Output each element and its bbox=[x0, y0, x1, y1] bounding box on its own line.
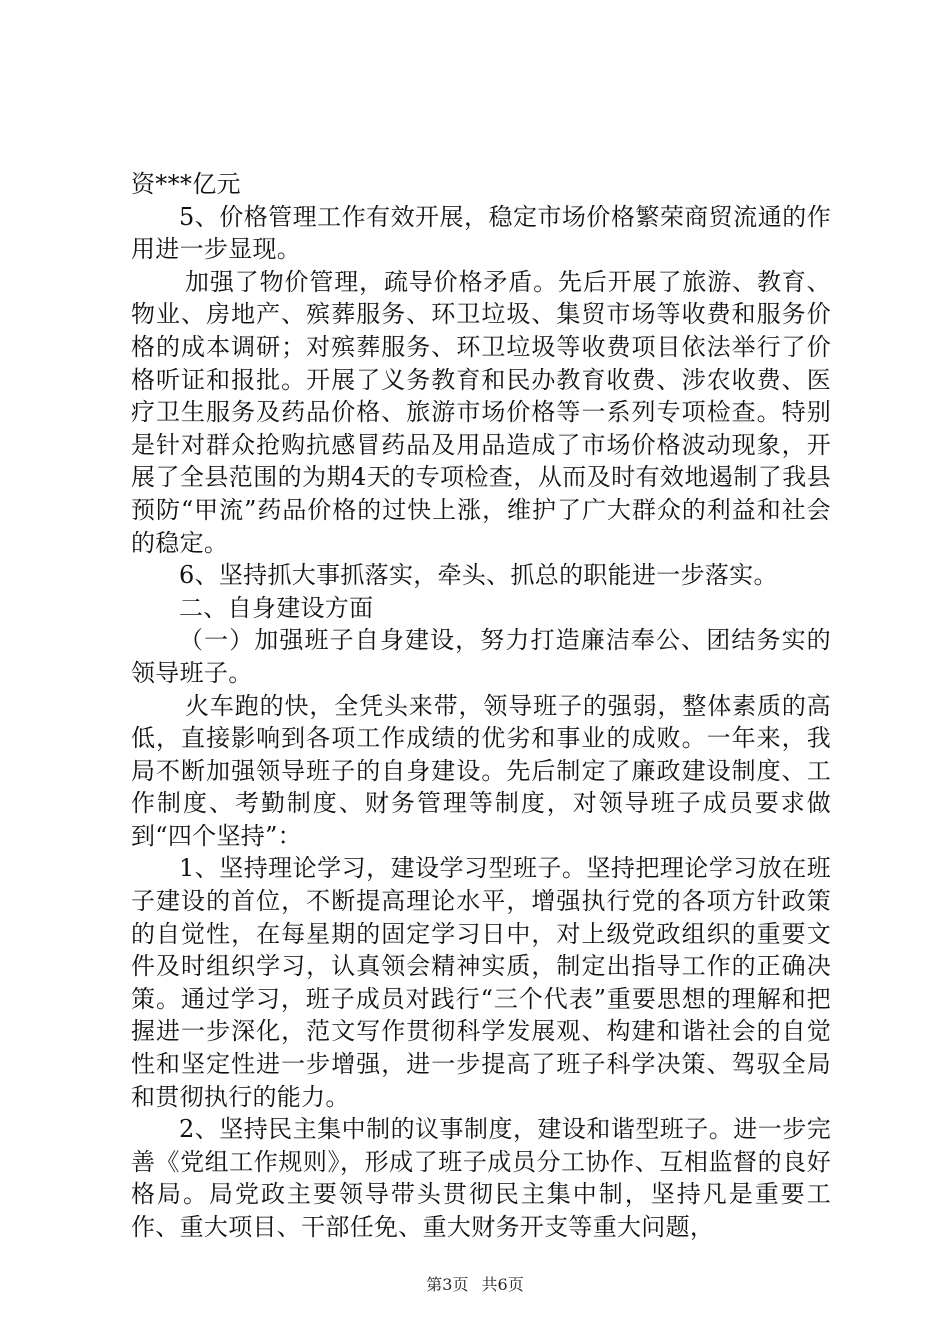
page-number-current: 第3页 bbox=[426, 1275, 469, 1294]
paragraph-leadership-body: 火车跑的快，全凭头来带，领导班子的强弱，整体素质的高低，直接影响到各项工作成绩的优劣和事业的成败。一年来，我局不断加强领导班子的自身建设。先后制定了廉政建设制度、工作制度、考勤制度、财务管理等制度，对领导班子成员要求做到“四个坚持”： bbox=[131, 691, 831, 850]
paragraph-price-body: 加强了物价管理，疏导价格矛盾。先后开展了旅游、教育、物业、房地产、殡葬服务、环卫垃圾、集贸市场等收费和服务价格的成本调研；对殡葬服务、环卫垃圾等收费项目依法举行了价格听证和报批。开展了义务教育和民办教育收费、涉农收费、医疗卫生服务及药品价格、旅游市场价格等一系列专项检查。特别是针对群众抢购抗感冒药品及用品造成了市场价格波动现象，开展了全县范围的为期4天的专项检查，从而及时有效地遏制了我县预防“甲流”药品价格的过快上涨，维护了广大群众的利益和社会的稳定。 bbox=[131, 267, 831, 557]
page-number-total: 共6页 bbox=[481, 1275, 524, 1294]
page-footer bbox=[0, 1272, 950, 1295]
document-body bbox=[131, 168, 831, 1244]
paragraph-democratic-centralism: 2、坚持民主集中制的议事制度，建设和谐型班子。进一步完善《党组工作规则》，形成了班子成员分工协作、互相监督的良好格局。局党政主要领导带头贯彻民主集中制，坚持凡是重要工作、重大项目、干部任免、重大财务开支等重大问题， bbox=[131, 1115, 831, 1241]
paragraph-price-heading: 5、价格管理工作有效开展，稳定市场价格繁荣商贸流通的作用进一步显现。 bbox=[131, 202, 831, 264]
subsection-heading-leadership: （一）加强班子自身建设，努力打造廉洁奉公、团结务实的领导班子。 bbox=[131, 626, 831, 687]
paragraph-continuation: 资***亿元 bbox=[131, 170, 241, 198]
paragraph-theory-study: 1、坚持理论学习，建设学习型班子。坚持把理论学习放在班子建设的首位，不断提高理论水平，增强执行党的各项方针政策的自觉性，在每星期的固定学习日中，对上级党政组织的重要文件及时组织学习，认真领会精神实质，制定出指导工作的正确决策。通过学习，班子成员对践行“三个代表”重要思想的理解和把握进一步深化，范文写作贯彻科学发展观、构建和谐社会的自觉性和坚定性进一步增强，进一步提高了班子科学决策、驾驭全局和贯彻执行的能力。 bbox=[131, 854, 831, 1111]
paragraph-item-6: 6、坚持抓大事抓落实，牵头、抓总的职能进一步落实。 bbox=[179, 561, 778, 590]
section-heading-self-building: 二、自身建设方面 bbox=[179, 593, 374, 622]
